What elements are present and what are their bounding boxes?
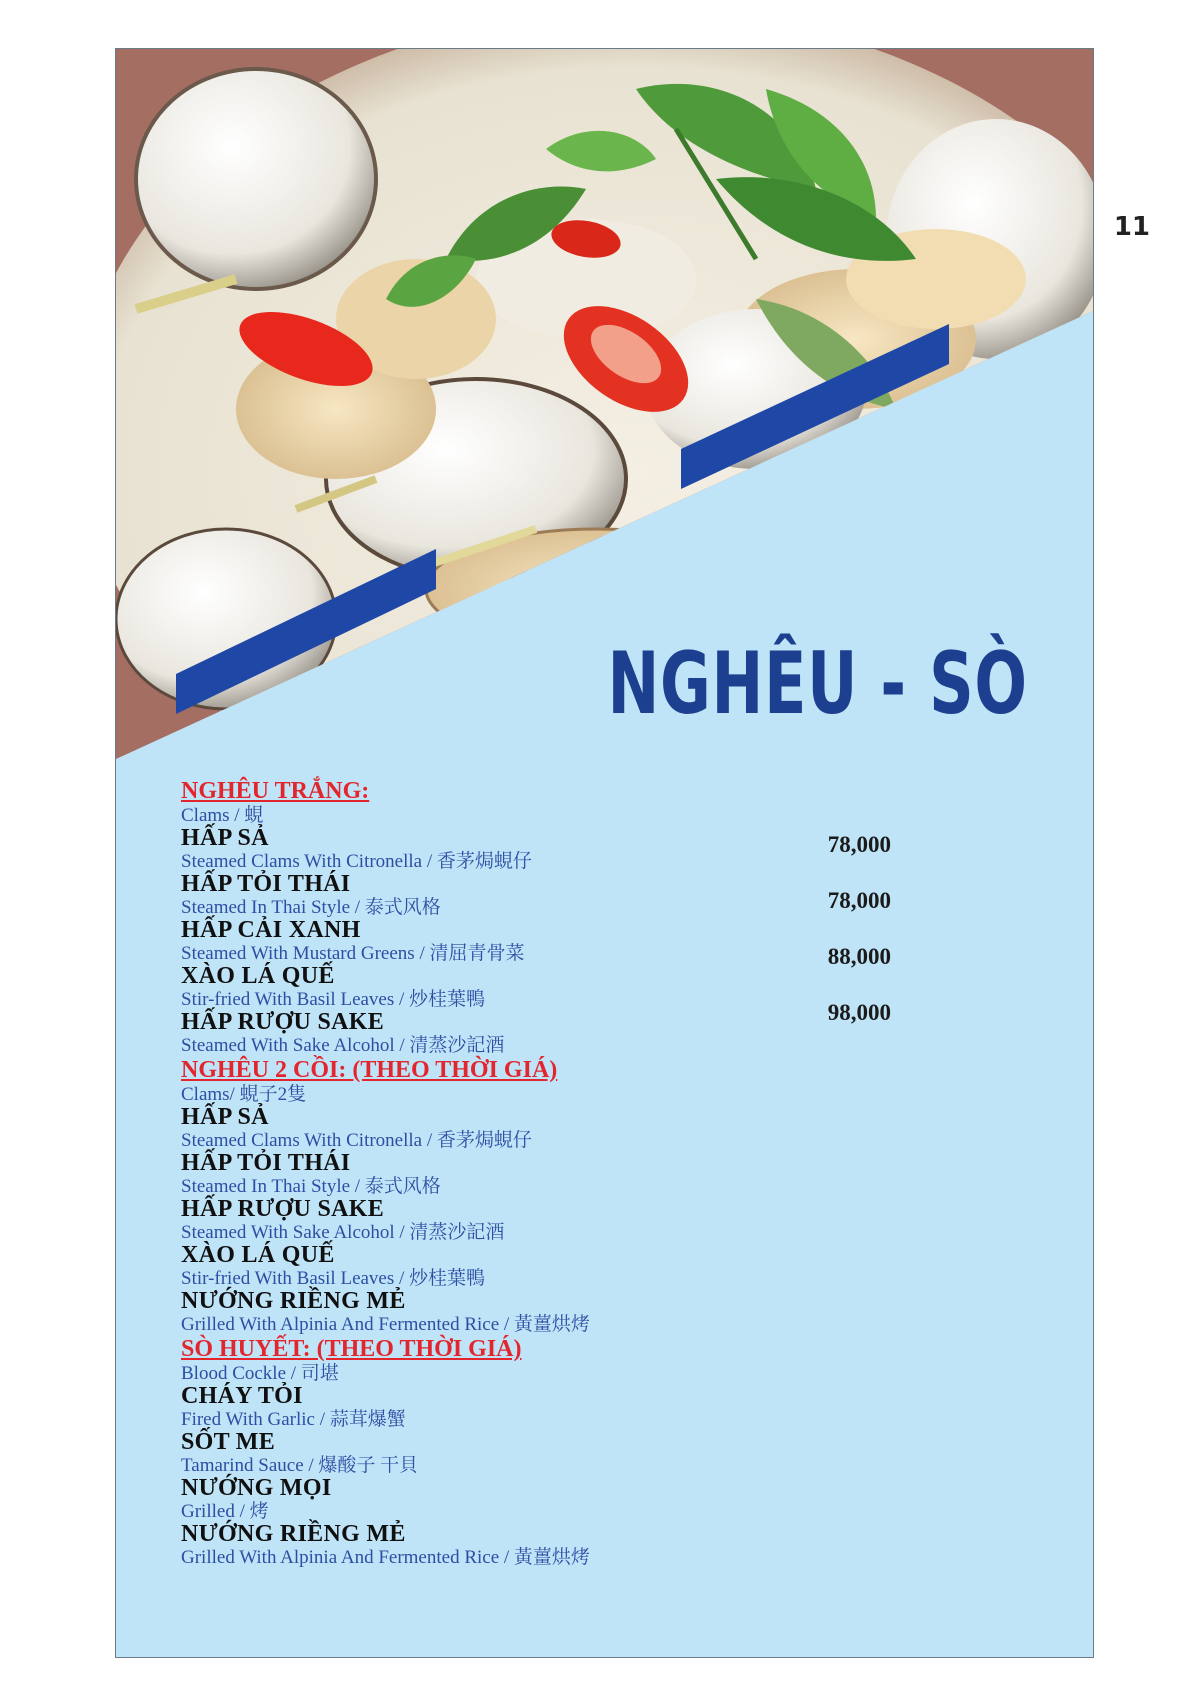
section-subtitle: Clams / 蜆 xyxy=(181,805,264,826)
item-name: NƯỚNG RIỀNG MẺ xyxy=(181,1521,406,1547)
item-name: XÀO LÁ QUẾ xyxy=(181,963,335,989)
item-description: Stir-fried With Basil Leaves / 炒桂葉鴨 xyxy=(181,989,486,1010)
item-price: 98,000 xyxy=(827,1000,891,1025)
item-name: HẤP CẢI XANH xyxy=(181,917,361,943)
section-ngheu-trang xyxy=(181,777,1041,1056)
item-name: HẤP TỎI THÁI xyxy=(181,871,351,897)
item-description: Steamed With Mustard Greens / 清屈青骨菜 xyxy=(181,943,525,964)
item-description: Tamarind Sauce / 爆酸子 干貝 xyxy=(181,1455,419,1476)
item-name: HẤP TỎI THÁI xyxy=(181,1150,351,1176)
item-description: Steamed In Thai Style / 泰式风格 xyxy=(181,1176,441,1197)
item-description: Steamed Clams With Citronella / 香茅焗蜆仔 xyxy=(181,851,532,872)
item-name: HẤP RƯỢU SAKE xyxy=(181,1196,385,1222)
item-description: Grilled With Alpinia And Fermented Rice / 黃薑烘烤 xyxy=(181,1547,590,1568)
page-title: NGHÊU - SÒ xyxy=(607,634,1028,734)
item-description: Grilled With Alpinia And Fermented Rice / 黃薑烘烤 xyxy=(181,1314,590,1335)
item-name: HẤP RƯỢU SAKE xyxy=(181,1009,385,1035)
item-name: XÀO LÁ QUẾ xyxy=(181,1242,335,1268)
item-name: NƯỚNG RIỀNG MẺ xyxy=(181,1288,406,1314)
section-title: NGHÊU 2 CỒI: (THEO THỜI GIÁ) xyxy=(181,1057,558,1083)
item-description: Steamed With Sake Alcohol / 清蒸沙記酒 xyxy=(181,1035,505,1056)
section-so-huyet xyxy=(181,1335,1041,1568)
section-subtitle: Clams/ 蜆子2隻 xyxy=(181,1084,307,1105)
section-title: NGHÊU TRẮNG: xyxy=(181,778,370,804)
section-ngheu-2-coi xyxy=(181,1056,1041,1335)
item-description: Grilled / 烤 xyxy=(181,1501,269,1522)
item-description: Steamed Clams With Citronella / 香茅焗蜆仔 xyxy=(181,1130,532,1151)
menu-list xyxy=(181,777,1041,1568)
item-name: SỐT ME xyxy=(181,1429,276,1455)
item-description: Steamed In Thai Style / 泰式风格 xyxy=(181,897,441,918)
item-name: NƯỚNG MỌI xyxy=(181,1475,332,1501)
item-price: 78,000 xyxy=(827,832,891,857)
item-name: HẤP SẢ xyxy=(181,1104,269,1130)
item-name: CHÁY TỎI xyxy=(181,1383,303,1409)
item-description: Stir-fried With Basil Leaves / 炒桂葉鴨 xyxy=(181,1268,486,1289)
item-price: 78,000 xyxy=(827,888,891,913)
item-name: HẤP SẢ xyxy=(181,825,269,851)
section-title: SÒ HUYẾT: (THEO THỜI GIÁ) xyxy=(181,1336,522,1362)
item-price: 88,000 xyxy=(827,944,891,969)
menu-page xyxy=(115,48,1094,1658)
page-number: 11 xyxy=(1113,212,1150,242)
item-description: Steamed With Sake Alcohol / 清蒸沙記酒 xyxy=(181,1222,505,1243)
section-subtitle: Blood Cockle / 司堪 xyxy=(181,1363,339,1384)
item-description: Fired With Garlic / 蒜茸爆蟹 xyxy=(181,1409,406,1430)
